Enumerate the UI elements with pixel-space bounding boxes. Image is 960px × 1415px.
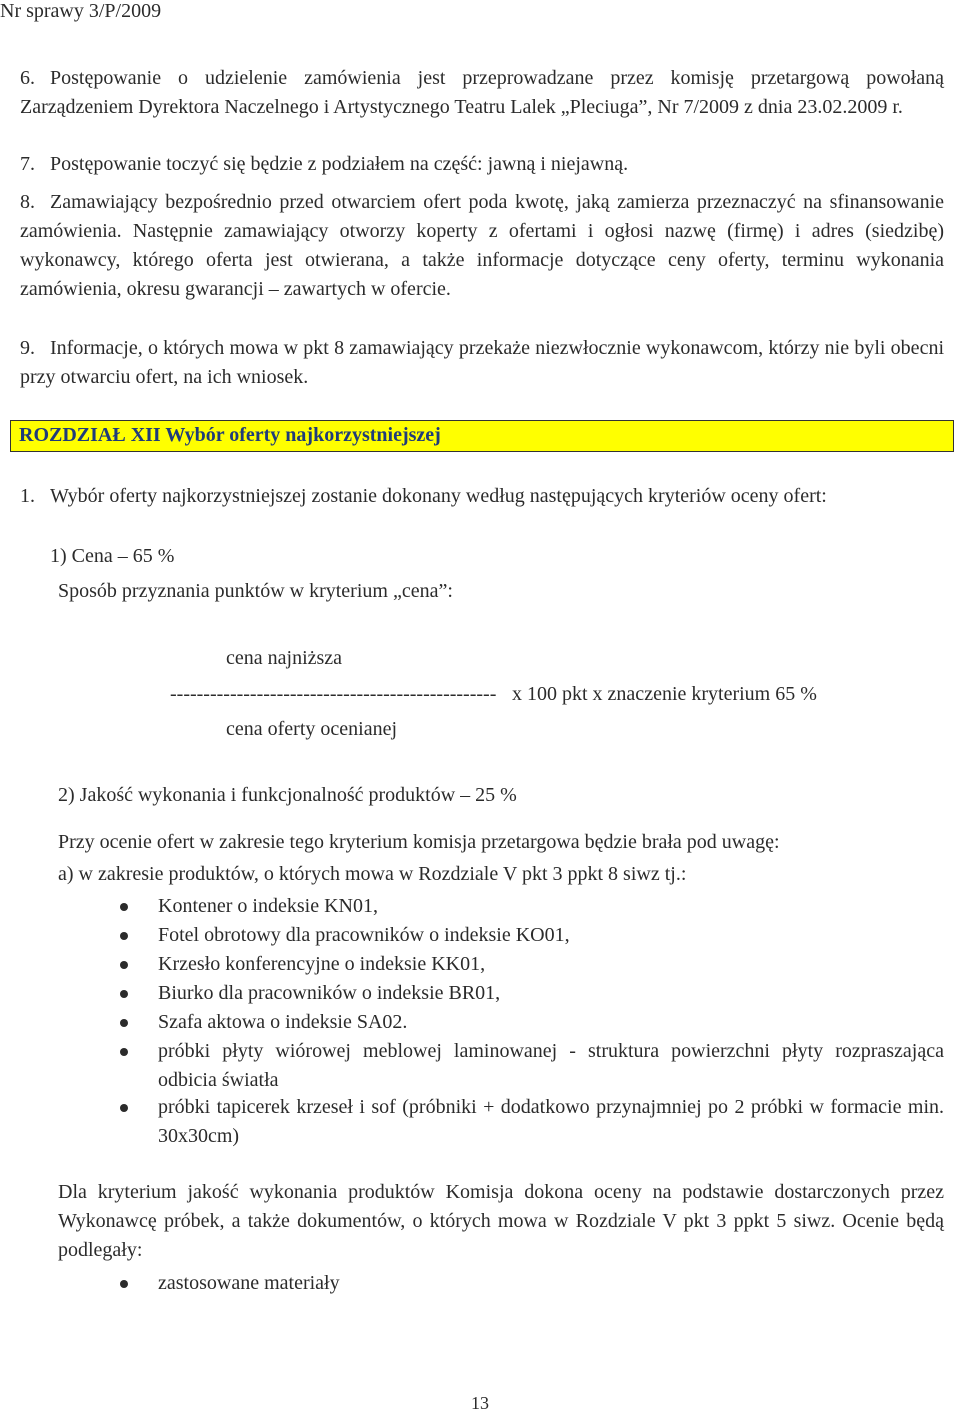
- item-number: 1.: [20, 485, 35, 507]
- bullet-icon: [120, 961, 128, 969]
- formula-fraction-line: -------------------------------------------------: [170, 683, 497, 705]
- list-item: [120, 1269, 944, 1298]
- bullet-icon: [120, 932, 128, 940]
- list-item: [120, 892, 944, 921]
- item-text: Postępowanie o udzielenie zamówienia jest przeprowadzane przez komisję przetargową powołaną Zarządzeniem Dyrektora Naczelnego i Artystycznego Teatru Lalek „Pleciuga”, Nr 7/2009 z dnia 23.02.2009 r.: [20, 67, 944, 118]
- list-item: [120, 950, 944, 979]
- section-heading: [10, 420, 954, 452]
- list-item: [20, 334, 944, 392]
- bullet-icon: [120, 1104, 128, 1112]
- bullet-icon: [120, 990, 128, 998]
- product-label: próbki płyty wiórowej meblowej laminowanej - struktura powierzchni płyty rozpraszająca odbicia światła: [158, 1040, 944, 1091]
- product-label: próbki tapicerek krzeseł i sof (próbniki + dodatkowo przynajmniej po 2 próbki w formacie min. 30x30cm): [158, 1096, 944, 1147]
- formula-denominator: cena oferty ocenianej: [226, 718, 398, 740]
- criterion-price: 1) Cena – 65 %: [50, 545, 175, 567]
- bullet-icon: [120, 903, 128, 911]
- list-item: [20, 64, 944, 122]
- list-item: [120, 1093, 944, 1151]
- item-number: 6.: [20, 67, 35, 89]
- product-label: Szafa aktowa o indeksie SA02.: [158, 1011, 408, 1033]
- item-number: 8.: [20, 191, 35, 213]
- page-number: 13: [471, 1393, 489, 1413]
- list-item: [120, 1037, 944, 1095]
- criteria-intro: [20, 482, 944, 511]
- bullet-icon: [120, 1280, 128, 1288]
- item-text: Zamawiający bezpośrednio przed otwarciem ofert poda kwotę, jaką zamierza przeznaczyć na sfinansowanie zamówienia. Następnie zamawiający otworzy koperty z ofertami i ogłosi nazwę (firmę) i adres (siedzibę) wykonawcy, którego oferta jest otwierana, a także informacje dotyczące ceny oferty, terminu wykonania zamówienia, okresu gwarancji – zawartych w ofercie.: [20, 191, 944, 300]
- list-item: [20, 188, 944, 304]
- item-text: Informacje, o których mowa w pkt 8 zamawiający przekaże niezwłocznie wykonawcom, którzy nie byli obecni przy otwarciu ofert, na ich wniosek.: [20, 337, 944, 388]
- item-text: Wybór oferty najkorzystniejszej zostanie dokonany według następujących kryteriów oceny ofert:: [50, 485, 827, 507]
- price-method: Sposób przyznania punktów w kryterium „cena”:: [58, 580, 453, 602]
- list-item: [120, 979, 944, 1008]
- item-number: 7.: [20, 153, 35, 175]
- product-label: Biurko dla pracowników o indeksie BR01,: [158, 982, 501, 1004]
- criterion-quality: 2) Jakość wykonania i funkcjonalność produktów – 25 %: [58, 784, 517, 806]
- section-title: ROZDZIAŁ XII Wybór oferty najkorzystniejszej: [19, 424, 441, 446]
- list-item: [120, 921, 944, 950]
- product-label: Krzesło konferencyjne o indeksie KK01,: [158, 953, 486, 975]
- bullet-icon: [120, 1048, 128, 1056]
- assessment-intro: Przy ocenie ofert w zakresie tego kryterium komisja przetargowa będzie brała pod uwagę:: [58, 831, 780, 853]
- product-label: Fotel obrotowy dla pracowników o indeksie KO01,: [158, 924, 570, 946]
- list-item: [20, 150, 944, 179]
- case-number: Nr sprawy 3/P/2009: [0, 0, 162, 22]
- formula-numerator: cena najniższa: [226, 647, 343, 669]
- quality-paragraph: Dla kryterium jakość wykonania produktów Komisja dokona oceny na podstawie dostarczonych przez Wykonawcę próbek, a także dokumentów, o których mowa w Rozdziale V pkt 3 ppkt 5 siwz. Ocenie będą podlegały:: [58, 1181, 944, 1261]
- subpoint-a: a) w zakresie produktów, o których mowa w Rozdziale V pkt 3 ppkt 8 siwz tj.:: [58, 863, 687, 885]
- formula-multiplier: x 100 pkt x znaczenie kryterium 65 %: [512, 683, 817, 705]
- list-item: [120, 1008, 944, 1037]
- product-label: Kontener o indeksie KN01,: [158, 895, 378, 917]
- item-text: Postępowanie toczyć się będzie z podziałem na część: jawną i niejawną.: [50, 153, 629, 175]
- assessed-item-label: zastosowane materiały: [158, 1272, 340, 1294]
- item-number: 9.: [20, 337, 35, 359]
- bullet-icon: [120, 1019, 128, 1027]
